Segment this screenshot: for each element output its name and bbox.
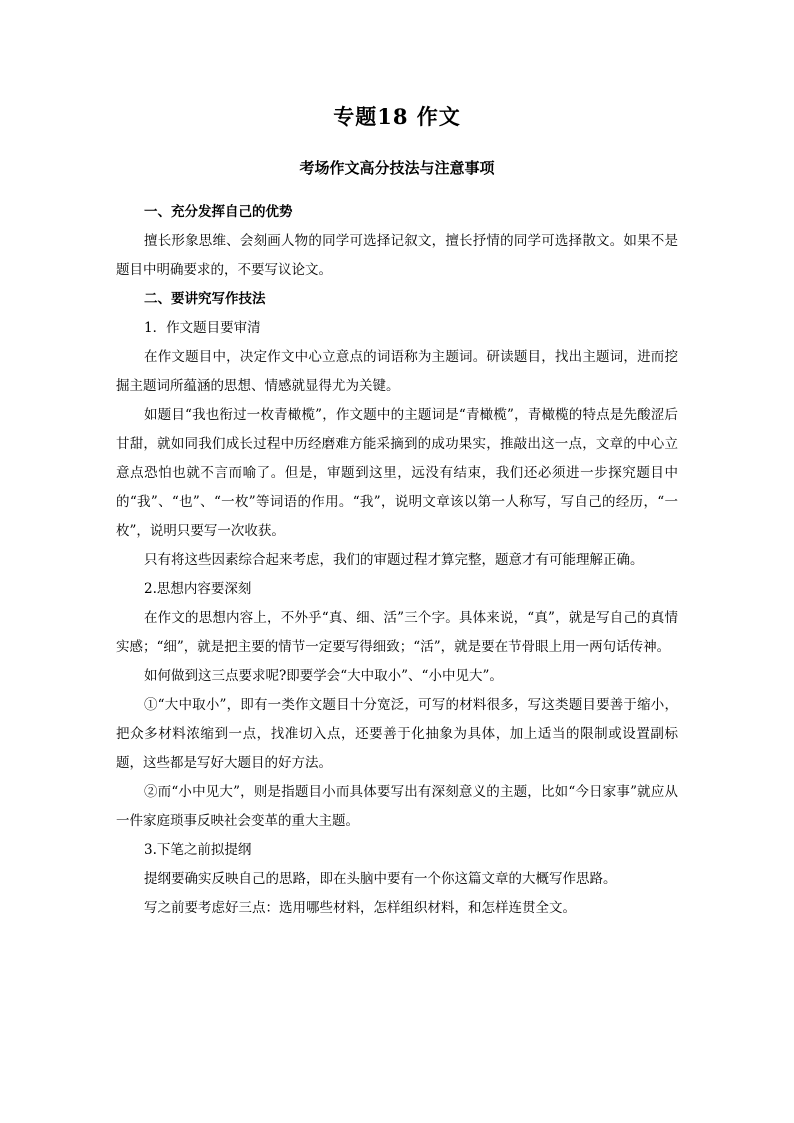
paragraph: 只有将这些因素综合起来考虑，我们的审题过程才算完整，题意才有可能理解正确。	[144, 552, 644, 568]
page-subtitle: 考场作文高分技法与注意事项	[299, 159, 495, 177]
paragraph: ②而“小中见大”，则是指题目小而具体要写出有深刻意义的主题，比如“今日家事”就应从一件家庭琐事反映社会变革的重大主题。	[116, 784, 678, 829]
page-title: 专题18 作文	[333, 104, 461, 129]
subheading-1: 1．作文题目要审清	[144, 320, 261, 336]
section-heading-1: 一、充分发挥自己的优势	[144, 204, 293, 220]
paragraph: ①“大中取小”，即有一类作文题目十分宽泛，可写的材料很多，写这类题目要善于缩小，把众多材料浓缩到一点，找准切入点，还要善于化抽象为具体，加上适当的限制或设置副标题，这些都是写好大题目的好方法。	[116, 697, 678, 771]
paragraph: 写之前要考虑好三点：选用哪些材料，怎样组织材料，和怎样连贯全文。	[144, 900, 576, 916]
subheading-2: 2.思想内容要深刻	[144, 581, 252, 597]
paragraph: 在作文题目中，决定作文中心立意点的词语称为主题词。研读题目，找出主题词，进而挖掘主题词所蕴涵的思想、情感就显得尤为关键。	[116, 349, 678, 394]
paragraph: 如何做到这三点要求呢?即要学会“大中取小”、“小中见大”。	[144, 668, 503, 684]
paragraph: 提纲要确实反映自己的思路，即在头脑中要有一个你这篇文章的大概写作思路。	[144, 871, 617, 887]
paragraph: 如题目“我也衔过一枚青橄榄”，作文题中的主题词是“青橄榄”，青橄榄的特点是先酸涩后甘甜，就如同我们成长过程中历经磨难方能采摘到的成功果实，推敲出这一点，文章的中心立意点恐怕也就不言而喻了。但是，审题到这里，远没有结束，我们还必须进一步探究题目中的“我”、“也”、“一枚”等词语的作用。“我”，说明文章该以第一人称写，写自己的经历，“一枚”，说明只要写一次收获。	[116, 407, 678, 539]
paragraph: 擅长形象思维、会刻画人物的同学可选择记叙文，擅长抒情的同学可选择散文。如果不是题目中明确要求的，不要写议论文。	[116, 233, 678, 278]
paragraph: 在作文的思想内容上，不外乎“真、细、活”三个字。具体来说，“真”，就是写自己的真情实感；“细”，就是把主要的情节一定要写得细致；“活”，就是要在节骨眼上用一两句话传神。	[116, 610, 678, 655]
subheading-3: 3.下笔之前拟提纲	[144, 842, 252, 858]
document-body	[116, 198, 678, 923]
section-heading-2: 二、要讲究写作技法	[144, 291, 266, 307]
